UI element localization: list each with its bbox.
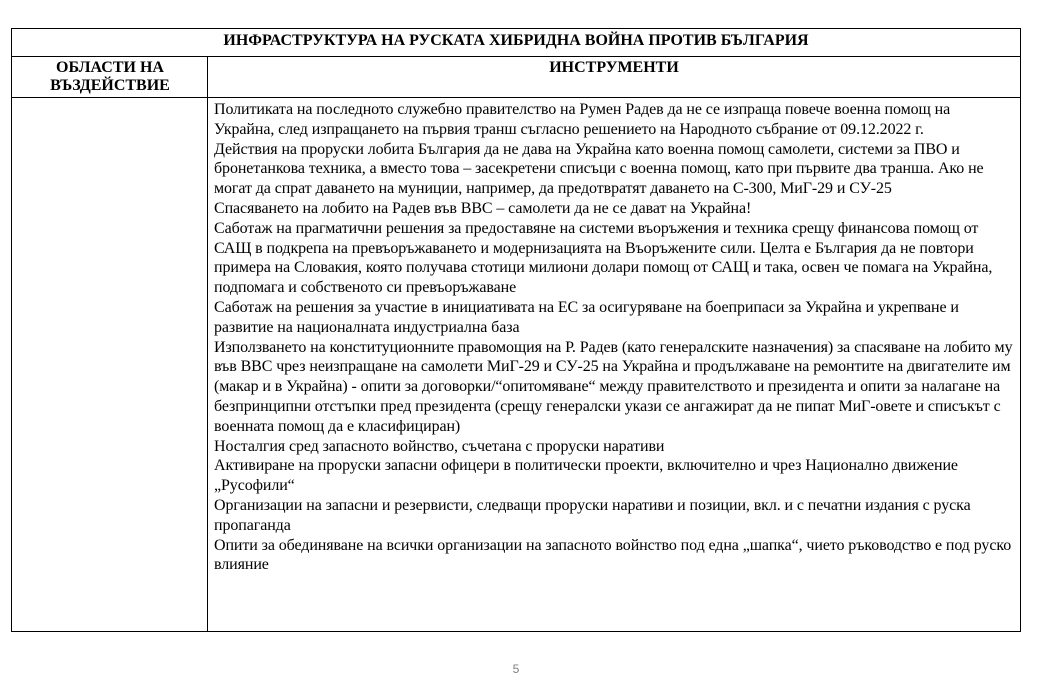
instrument-item: Организации на запасни и резервисти, следващи проруски наративи и позиции, вкл. и с печатни издания с руска пропаганда (214, 496, 971, 534)
instrument-item: Опити за обединяване на всички организации на запасното войнство под една „шапка“, чието ръководство е под руско влияние (214, 536, 1012, 574)
table-title: ИНФРАСТРУКТУРА НА РУСКАТА ХИБРИДНА ВОЙНА ПРОТИВ БЪЛГАРИЯ (12, 29, 1020, 57)
instrument-item: Активиране на проруски запасни офицери в политически проекти, включително и чрез Национално движение „Русофили“ (214, 457, 958, 495)
instruments-list (208, 98, 1020, 575)
instrument-item: Използването на конституционните правомощия на Р. Радев (като генералските назначения) за спасяване на лобито му във ВВС чрез неизпращане на самолети МиГ-29 и СУ-25 на Украйна и продължаване на ремонтите на двигателите им (макар и в Украйна) - опити за договорки/“опитомяване“ между правителството и президента и опити за налагане на безпринципни отстъпки пред президента (срещу генералски укази се ангажират да не пипат МиГ-овете и списъкът с военната помощ да е класифициран) (214, 338, 1013, 435)
instrument-item: Политиката на последното служебно правителство на Румен Радев да не се изпраща повече военна помощ на Украйна, след изпращането на първия транш съгласно решението на Народното събрание от 09.12.2022 г. (214, 101, 951, 138)
instrument-item: Действия на проруски лобита България да не дава на Украйна като военна помощ самолети, системи за ПВО и бронетанкова техника, а вместо това – засекретени списъци с военна помощ, като при първите два транша. Ако не могат да спрат даването на муниции, например, да предотвратят даването на С-300, МиГ-29 и СУ-25 (214, 140, 984, 198)
instruments-column-header: ИНСТРУМЕНТИ (549, 59, 679, 76)
header-row (12, 57, 1020, 98)
instrument-item: Спасяването на лобито на Радев във ВВС – самолети да не се дават на Украйна! (214, 199, 752, 217)
document-table (11, 28, 1021, 632)
instrument-item: Саботаж на прагматични решения за предоставяне на системи въоръжения и техника срещу финансова помощ от САЩ в подкрепа на превъоръжаването и модернизацията на Въоръжените сили. Целта е България да не повтори примера на Словакия, която получава стотици милиони долари помощ от САЩ и така, освен че помага на Украйна, подпомага и собственото си превъоръжаване (214, 219, 993, 297)
page-number: 5 (512, 662, 520, 676)
instrument-item: Носталгия сред запасното войнство, съчетана с проруски наративи (214, 437, 665, 455)
areas-column-header: ОБЛАСТИ НА ВЪЗДЕЙСТВИЕ (50, 59, 170, 94)
instrument-item: Саботаж на решения за участие в инициативата на ЕС за осигуряване на боеприпаси за Украйна и укрепване и развитие на националната индустриална база (214, 298, 959, 336)
instruments-cell (208, 98, 1020, 631)
